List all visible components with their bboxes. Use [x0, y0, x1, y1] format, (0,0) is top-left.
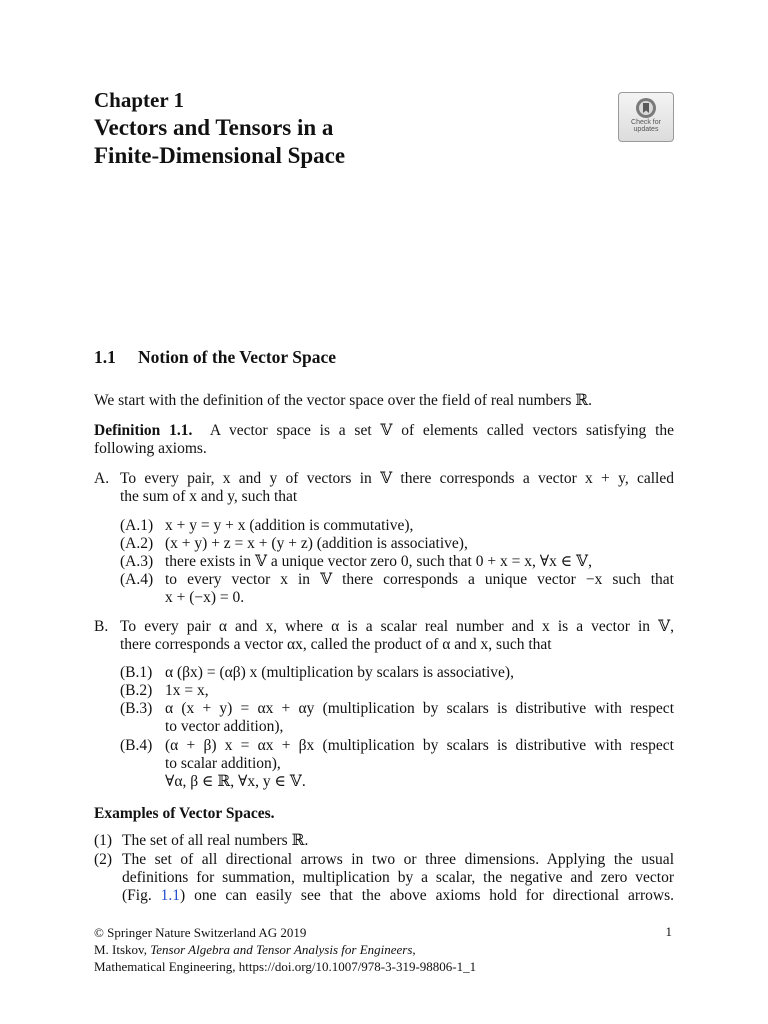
- axiom-label: (B.1): [120, 664, 153, 681]
- axiom-text-continuation: x + (−x) = 0.: [165, 589, 245, 606]
- axiom-label: (A.3): [120, 553, 154, 570]
- axiom-label: (B.2): [120, 682, 153, 699]
- author-name: M. Itskov,: [94, 942, 151, 957]
- example-text: The set of all directional arrows in two or three dimensions. Applying the usual: [122, 851, 674, 868]
- badge-text-line-1: Check for: [631, 119, 661, 126]
- example-text-last-line: [122, 887, 674, 906]
- footer-punctuation: ,: [412, 942, 416, 957]
- definition-line-1: [94, 422, 674, 441]
- section-number: 1.1: [94, 347, 116, 367]
- example-text: The set of all real numbers ℝ.: [122, 832, 309, 849]
- axiom-label: (A.2): [120, 535, 154, 552]
- page-number: 1: [665, 924, 672, 939]
- axiom-text: 1x = x,: [165, 682, 209, 699]
- axiom-text: α (x + y) = αx + αy (multiplication by scalars is distributive with respect: [165, 700, 674, 717]
- axiom-text: x + y = y + x (addition is commutative),: [165, 517, 414, 534]
- copyright-line: © Springer Nature Switzerland AG 2019: [94, 925, 307, 940]
- intro-paragraph: We start with the definition of the vector space over the field of real numbers ℝ.: [94, 392, 592, 409]
- definition-line-2: following axioms.: [94, 440, 207, 457]
- chapter-label: Chapter 1: [94, 88, 185, 112]
- axiom-text: there exists in 𝕍 a unique vector zero 0, such that 0 + x = x, ∀x ∈ 𝕍,: [165, 553, 592, 570]
- axiom-text: α (βx) = (αβ) x (multiplication by scalars is associative),: [165, 664, 514, 681]
- chapter-title-line-2: Finite-Dimensional Space: [94, 143, 346, 168]
- axiom-a-marker: A.: [94, 470, 110, 487]
- example-text: definitions for summation, multiplication by a scalar, the negative and zero vector: [122, 869, 674, 886]
- axiom-a-line-1: To every pair, x and y of vectors in 𝕍 there corresponds a vector x + y, called: [120, 470, 674, 487]
- example-label: (2): [94, 851, 113, 868]
- badge-text-line-2: updates: [633, 126, 659, 133]
- axiom-text: to every vector x in 𝕍 there corresponds a unique vector −x such that: [165, 571, 674, 588]
- section-heading: [94, 346, 336, 368]
- chapter-title-line-1: Vectors and Tensors in a: [94, 115, 334, 140]
- example-text: ) one can easily see that the above axioms hold for directional arrows.: [180, 887, 674, 904]
- axiom-label: (A.4): [120, 571, 154, 588]
- axiom-text: (x + y) + z = x + (y + z) (addition is associative),: [165, 535, 468, 552]
- axiom-quantifier: ∀α, β ∈ ℝ, ∀x, y ∈ 𝕍.: [165, 773, 306, 790]
- section-title: Notion of the Vector Space: [138, 347, 336, 367]
- axiom-text-continuation: to scalar addition),: [165, 755, 281, 772]
- axiom-b-line-1: To every pair α and x, where α is a scalar real number and x is a vector in 𝕍,: [120, 618, 674, 635]
- axiom-text: (α + β) x = αx + βx (multiplication by scalars is distributive with respect: [165, 737, 674, 754]
- axiom-label: (B.4): [120, 737, 153, 754]
- check-for-updates-badge[interactable]: [618, 92, 674, 142]
- example-text: (Fig.: [122, 887, 161, 904]
- figure-link[interactable]: 1.1: [160, 887, 181, 904]
- author-book-line: [94, 941, 674, 958]
- axiom-b-marker: B.: [94, 618, 109, 635]
- axiom-a-line-2: the sum of x and y, such that: [120, 488, 298, 505]
- definition-text: A vector space is a set 𝕍 of elements called vectors satisfying the: [209, 422, 675, 439]
- chapter-title: [94, 114, 345, 170]
- example-label: (1): [94, 832, 113, 849]
- axiom-text-continuation: to vector addition),: [165, 718, 284, 735]
- bookmark-icon: [634, 97, 658, 119]
- axiom-b-line-2: there corresponds a vector αx, called the product of α and x, such that: [120, 636, 552, 653]
- definition-label: Definition 1.1.: [94, 422, 193, 439]
- axiom-label: (A.1): [120, 517, 154, 534]
- book-title: Tensor Algebra and Tensor Analysis for Engineers: [150, 942, 413, 957]
- doi-line[interactable]: Mathematical Engineering, https://doi.org/10.1007/978-3-319-98806-1_1: [94, 959, 477, 974]
- examples-heading: Examples of Vector Spaces.: [94, 805, 275, 822]
- copyright-footer: [94, 924, 674, 975]
- axiom-label: (B.3): [120, 700, 153, 717]
